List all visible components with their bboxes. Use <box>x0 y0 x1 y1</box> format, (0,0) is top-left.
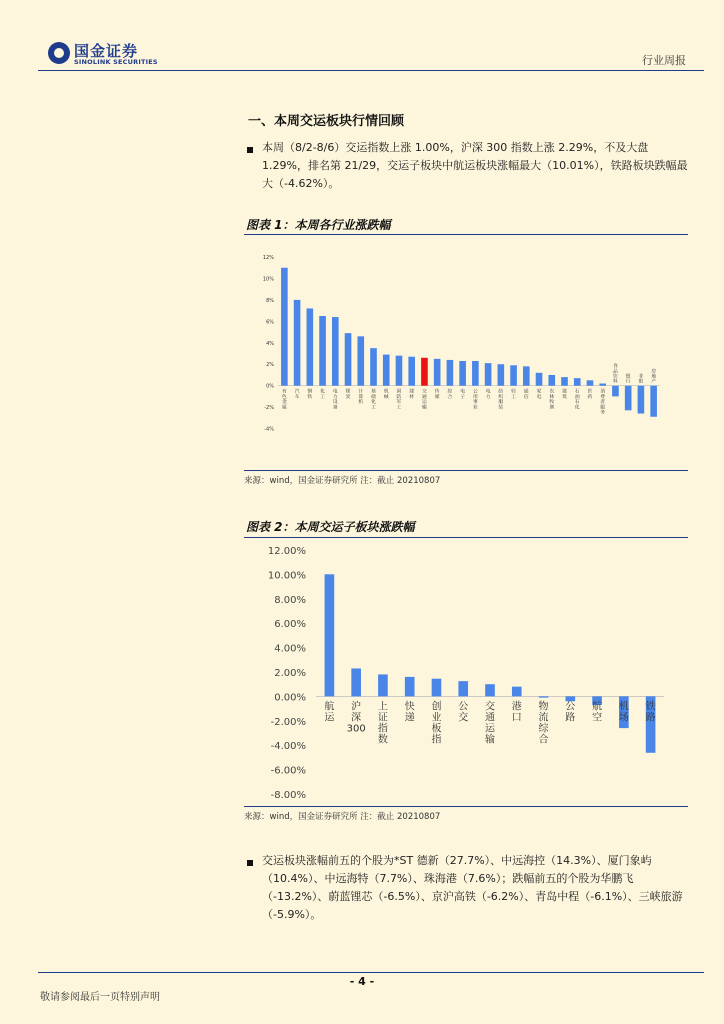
bullet-icon <box>247 860 253 866</box>
x-tick-label: 国防军工 <box>396 389 402 411</box>
y-tick-label: -4.00% <box>270 741 306 753</box>
x-tick-label: 轻工 <box>511 389 516 400</box>
x-tick-label: 煤炭 <box>345 389 351 400</box>
bar <box>434 359 441 386</box>
x-tick-label: 基础化工 <box>371 389 376 411</box>
bar <box>561 377 568 386</box>
bar <box>319 316 326 386</box>
x-tick-label: 航空 <box>592 701 603 724</box>
figure1-top-rule <box>244 234 688 235</box>
x-tick-label: 化工 <box>320 389 325 400</box>
x-tick-label: 上证指数 <box>377 701 388 746</box>
bar <box>625 386 632 411</box>
bar <box>383 355 390 386</box>
figure2-top-rule <box>244 537 688 538</box>
y-tick-label: 10.00% <box>267 570 306 582</box>
bar <box>536 373 543 386</box>
bar <box>459 361 466 386</box>
bar <box>447 360 454 386</box>
transport-subsector-chart <box>244 540 688 806</box>
y-tick-label: 8% <box>266 297 274 304</box>
bar <box>357 336 364 385</box>
x-tick-label: 机械 <box>383 389 389 400</box>
bar <box>307 308 314 385</box>
bar <box>523 366 530 385</box>
bar <box>472 361 479 386</box>
x-tick-label: 房地产 <box>651 369 657 385</box>
x-tick-label: 电力设备 <box>332 389 338 411</box>
x-tick-label: 沪深 300 <box>346 701 366 735</box>
x-tick-label: 公用事业 <box>472 389 478 411</box>
bar <box>351 668 361 696</box>
x-tick-label: 创业板指 <box>431 701 442 746</box>
bar <box>345 333 352 386</box>
x-tick-label: 公交 <box>458 701 469 724</box>
x-tick-label: 港口 <box>511 701 522 724</box>
y-tick-label: 10% <box>262 276 274 283</box>
bar <box>485 363 492 386</box>
bar <box>599 384 606 386</box>
logo-text-en: SINOLINK SECURITIES <box>74 58 158 66</box>
x-tick-label: 交通运输 <box>422 389 427 411</box>
x-tick-label: 有色金属 <box>281 389 287 411</box>
sinolink-logo-icon <box>48 42 70 64</box>
x-tick-label: 家电 <box>536 389 542 400</box>
bar <box>485 684 495 696</box>
bar <box>294 300 301 386</box>
x-tick-label: 计算机 <box>358 389 364 406</box>
bar <box>510 365 517 385</box>
x-tick-label: 纺织服装 <box>498 389 504 411</box>
x-tick-label: 建材 <box>409 389 415 400</box>
summary-paragraph: 本周（8/2-8/6）交运指数上涨 1.00%，沪深 300 指数上涨 2.29%，不及大盘 1.29%，排名第 21/29，交运子板块中航运板块涨幅最大（10.01%），铁路板块跌幅最大（-4.62%）。 <box>262 141 688 190</box>
bar <box>612 386 619 397</box>
page-number: - 4 - <box>349 975 375 988</box>
section-title: 一、本周交运板块行情回顾 <box>248 114 405 129</box>
x-tick-label: 电子 <box>460 389 466 400</box>
x-tick-label: 铁路 <box>645 701 656 724</box>
y-tick-label: 2% <box>266 362 274 369</box>
x-tick-label: 医药 <box>587 389 593 400</box>
bullet-icon <box>247 147 253 153</box>
figure2-source: 来源：wind，国金证券研究所 注：截止 20210807 <box>244 812 441 822</box>
figure1-source: 来源：wind，国金证券研究所 注：截止 20210807 <box>244 476 441 486</box>
bar <box>281 268 288 386</box>
y-tick-label: 12.00% <box>267 546 306 557</box>
y-tick-label: 6.00% <box>274 619 306 631</box>
bar <box>548 375 555 386</box>
y-tick-label: 8.00% <box>274 594 306 606</box>
x-tick-label: 食品饮料 <box>613 364 618 385</box>
bar <box>539 696 549 697</box>
bar <box>512 687 522 697</box>
bar <box>498 364 505 385</box>
x-tick-label: 农林牧渔 <box>549 389 555 411</box>
x-tick-label: 传媒 <box>434 389 440 400</box>
bar <box>650 386 657 417</box>
x-tick-label: 通信 <box>523 389 529 400</box>
y-tick-label: 0.00% <box>274 692 306 704</box>
y-tick-label: 4% <box>266 340 274 347</box>
x-tick-label: 航运 <box>324 701 335 724</box>
bar <box>378 674 388 696</box>
x-tick-label: 汽车 <box>294 389 300 400</box>
y-tick-label: -8.00% <box>270 790 306 801</box>
disclaimer-note: 敬请参阅最后一页特别声明 <box>40 992 160 1003</box>
report-type-label: 行业周报 <box>642 54 686 67</box>
bar <box>370 348 377 386</box>
bar <box>421 358 428 386</box>
bar <box>432 679 442 697</box>
x-tick-label: 钢铁 <box>307 389 313 400</box>
x-tick-label: 物流综合 <box>538 701 549 746</box>
y-tick-label: -6.00% <box>270 765 306 777</box>
top-movers-paragraph: 交运板块涨幅前五的个股为*ST 德新（27.7%）、中远海控（14.3%）、厦门象屿（10.4%）、中远海特（7.7%）、珠海港（7.6%）；跌幅前五的个股为华鹏飞（-13.2%）、蔚蓝锂芯（-6.5%）、京沪高铁（-6.2%）、青岛中程（-6.1%）、三峡旅游（-5.9%）。 <box>262 854 683 921</box>
bar <box>396 356 403 386</box>
x-tick-label: 非银 <box>638 374 644 385</box>
figure1-title: 图表 1：本周各行业涨跌幅 <box>246 218 391 232</box>
x-tick-label: 建筑 <box>562 389 567 400</box>
y-tick-label: 0% <box>266 383 274 390</box>
x-tick-label: 机场 <box>618 701 629 724</box>
header-divider <box>38 70 704 71</box>
y-tick-label: -2.00% <box>270 716 306 728</box>
y-tick-label: 4.00% <box>274 643 306 655</box>
x-tick-label: 电力 <box>485 389 491 400</box>
y-tick-label: 12% <box>262 255 274 261</box>
bar <box>458 681 468 696</box>
x-tick-label: 综合 <box>447 389 453 400</box>
logo-text-cn: 国金证券 <box>74 42 139 60</box>
x-tick-label: 快递 <box>404 701 415 724</box>
figure1-bottom-rule <box>244 470 688 471</box>
bar <box>332 317 339 386</box>
x-tick-label: 交通运输 <box>485 701 495 746</box>
bar <box>574 378 581 386</box>
bar <box>405 677 415 697</box>
y-tick-label: -4% <box>264 426 274 433</box>
x-tick-label: 消费者服务 <box>600 389 606 416</box>
bar <box>638 386 645 414</box>
y-tick-label: -2% <box>264 405 274 412</box>
y-tick-label: 2.00% <box>274 668 306 679</box>
bar <box>325 574 335 696</box>
figure2-title: 图表 2：本周交运子板块涨跌幅 <box>246 520 415 534</box>
bar <box>408 357 415 386</box>
industry-change-chart <box>244 246 688 462</box>
x-tick-label: 公路 <box>565 701 576 724</box>
footer-divider <box>38 972 704 973</box>
figure2-bottom-rule <box>244 806 688 807</box>
x-tick-label: 石油石化 <box>574 389 580 411</box>
bar <box>587 380 594 385</box>
y-tick-label: 6% <box>266 319 274 326</box>
x-tick-label: 银行 <box>625 374 631 385</box>
